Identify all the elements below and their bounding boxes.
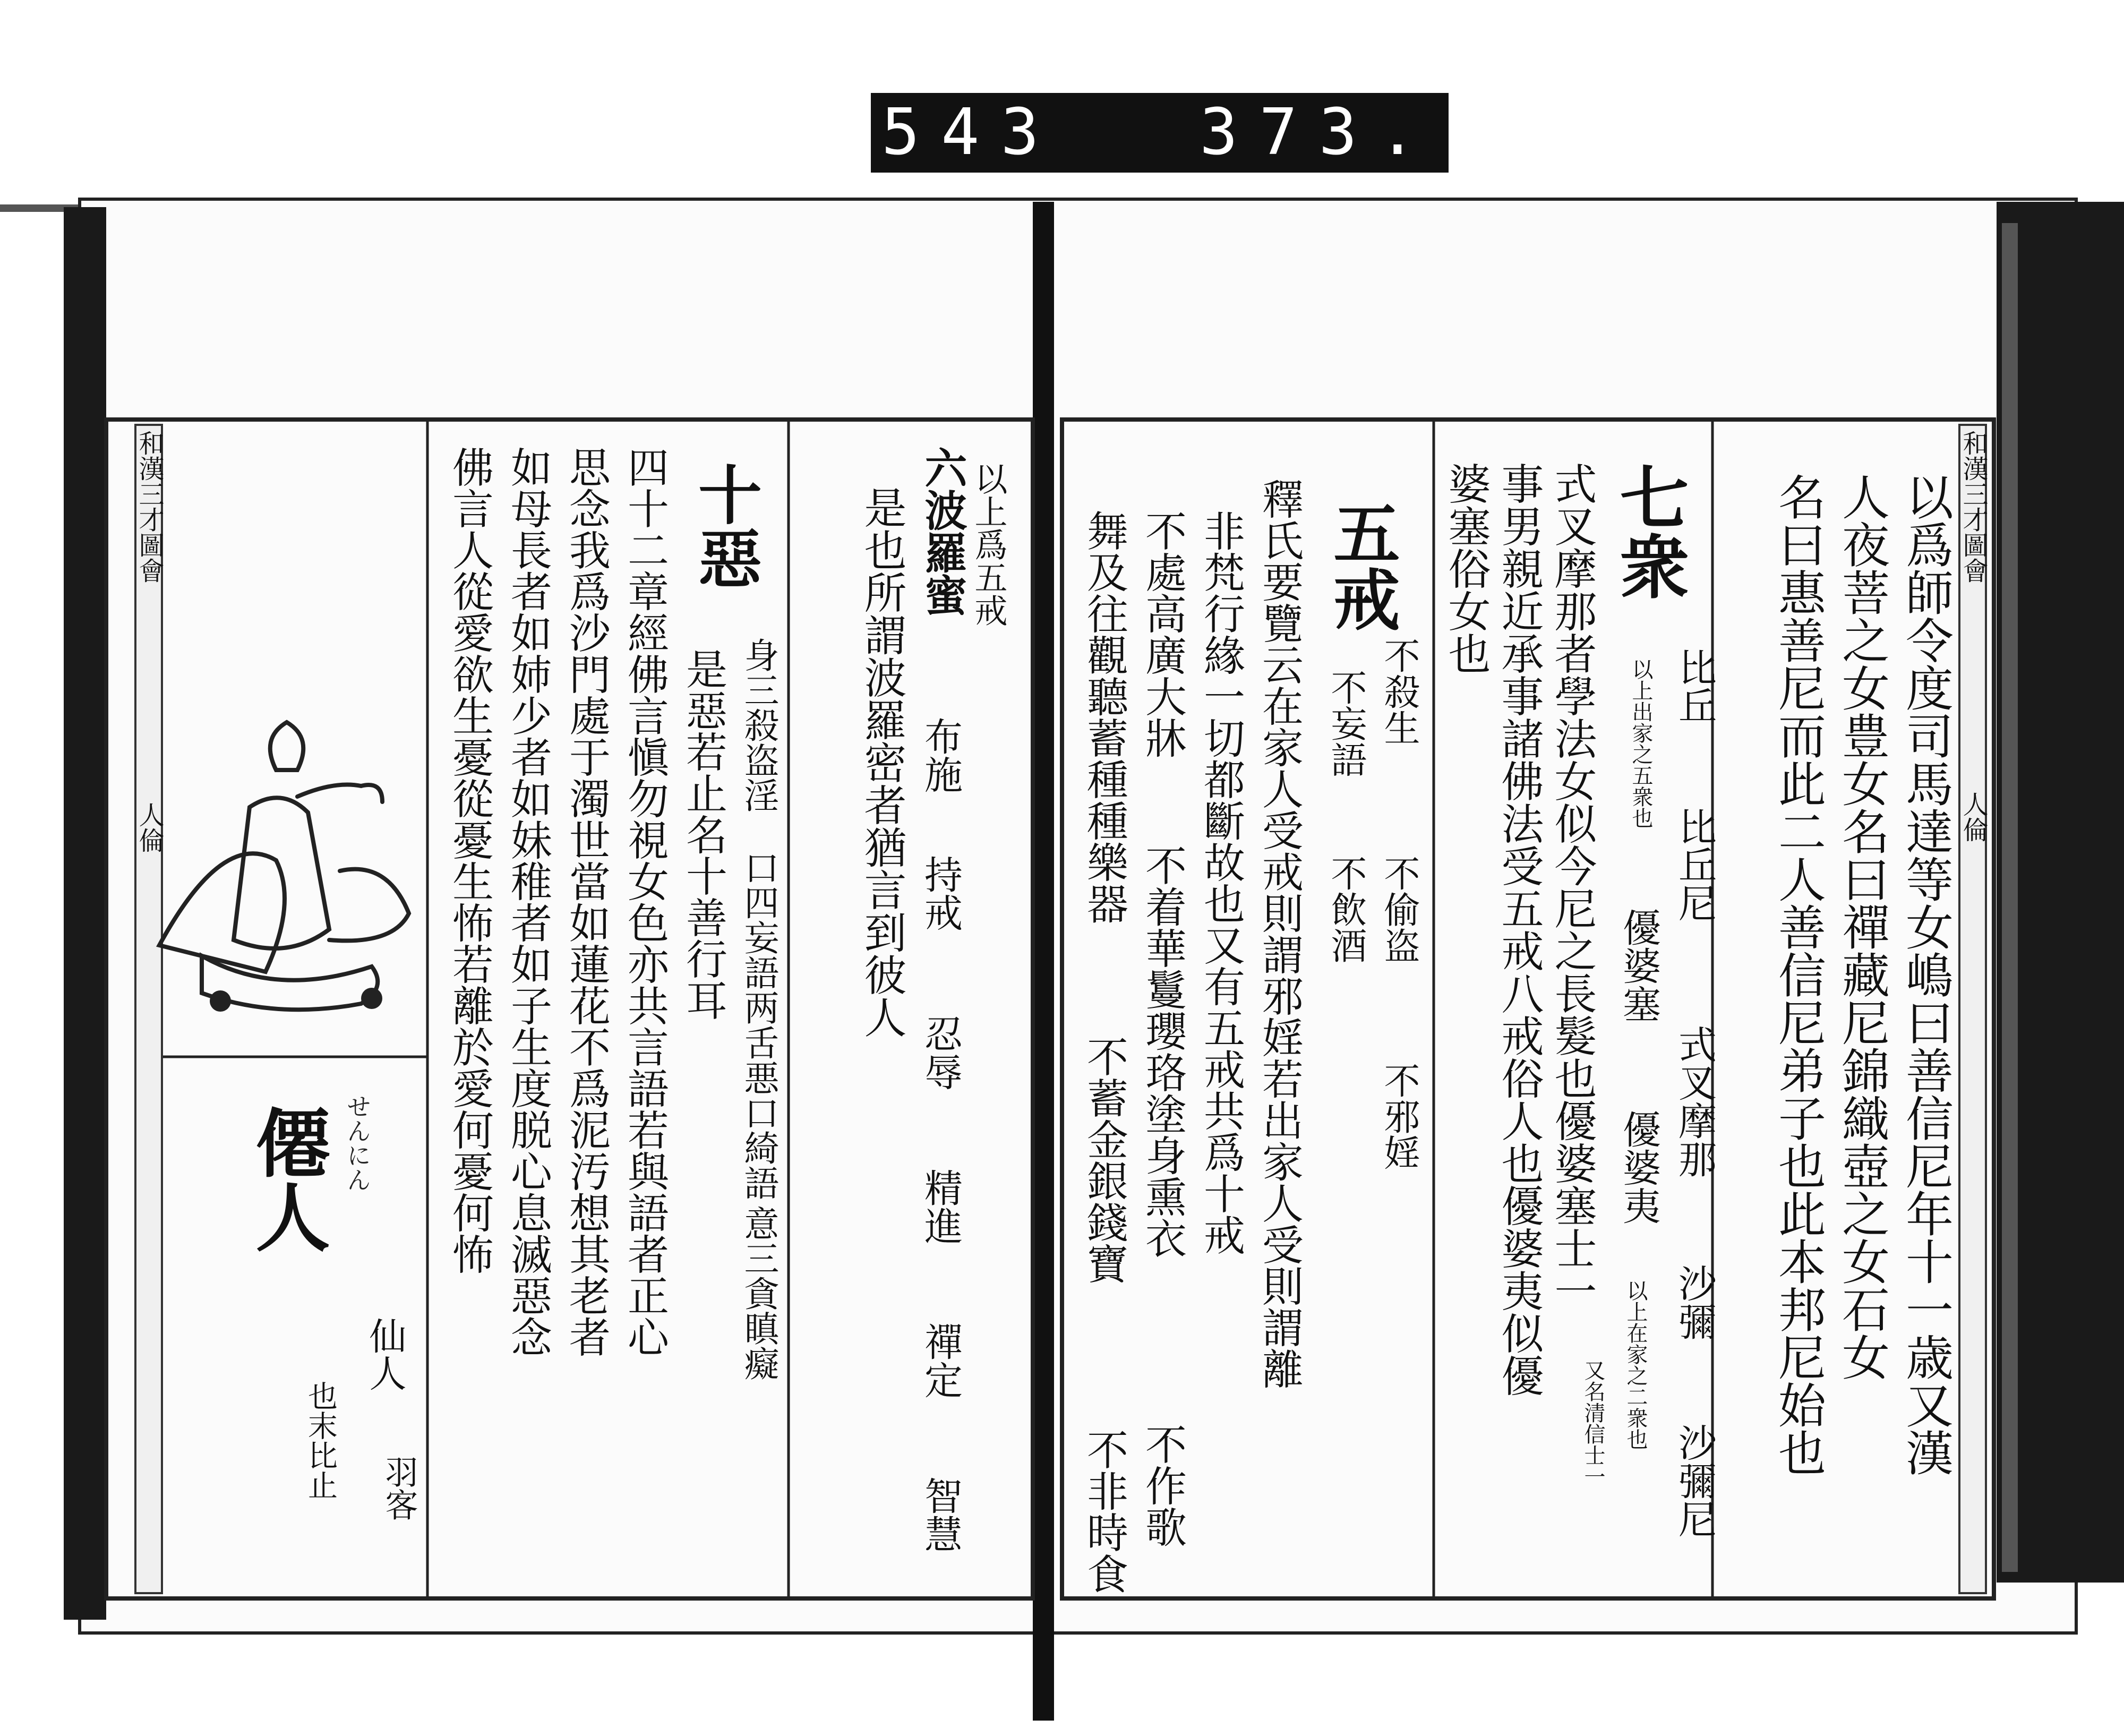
list-item: 不妄語: [1325, 669, 1367, 777]
list-item: 沙彌尼: [1672, 1423, 1717, 1538]
list-item: 羽客: [380, 1455, 418, 1521]
text-column: 如母長者如姉少者如妹稚者如子生度脱心息滅惡念: [504, 446, 552, 1357]
text-column: 是惡若止名十善行耳: [679, 648, 727, 1021]
section-heading-ten-evils: 十惡: [688, 462, 763, 589]
text-column: 不作歌: [1138, 1423, 1186, 1547]
list-item: 不偷盗: [1378, 855, 1420, 963]
list-item: 禪定: [918, 1322, 963, 1399]
list-item: 比丘尼: [1672, 807, 1717, 922]
list-item: 口四妄語两舌悪口綺語: [738, 850, 779, 1200]
list-item: 身三殺盗淫: [738, 637, 779, 813]
left-running-title: 和漢三才圖會: [134, 430, 164, 583]
catalog-label: [871, 93, 1449, 173]
text-column: 不處高廣大牀: [1138, 510, 1186, 758]
text-column: 以爲師令度司馬達等女嶋曰善信尼年十一歳又漢: [1897, 473, 1953, 1476]
section-heading-seven-assemblies: 七衆: [1608, 462, 1690, 600]
list-item: 不殺生: [1378, 637, 1420, 746]
text-column: 思念我爲沙門處于濁世當如蓮花不爲泥汚想其老者: [562, 446, 610, 1357]
list-item: 不邪婬: [1378, 1062, 1420, 1170]
right-running-title: 和漢三才圖會: [1958, 430, 1988, 583]
text-column: 不蓄金銀錢寶: [1080, 1036, 1128, 1284]
text-column: 以上爲五戒: [969, 462, 1008, 627]
text-column: 人夜菩之女豊女名曰禪藏尼錦織壺之女石女: [1834, 473, 1889, 1381]
list-item: 優婆塞: [1616, 908, 1661, 1023]
list-item: 式叉摩那: [1672, 1025, 1717, 1178]
catalog-number-left: 543: [881, 96, 1060, 169]
list-item: 布施: [918, 717, 963, 793]
annotation-note: 以上在家之二衆也: [1623, 1280, 1648, 1450]
text-column: 婆塞俗女也: [1441, 462, 1491, 674]
list-item: 比丘: [1672, 648, 1717, 724]
list-item: 精進: [918, 1168, 963, 1245]
text-column: 四十二章經佛言愼勿視女色亦共言語若與語者正心: [621, 446, 669, 1357]
text-column: 事男親近承事諸佛法受五戒八戒俗人也優婆夷似優: [1494, 462, 1544, 1397]
text-column: 非梵行緣一切都斷故也又有五戒共爲十戒: [1197, 510, 1245, 1255]
list-item: 不飲酒: [1325, 855, 1367, 963]
list-item: 優婆夷: [1616, 1110, 1661, 1225]
annotation-note: 又名清信士一: [1581, 1359, 1605, 1487]
section-heading-six-paramitas: 六波羅蜜: [918, 446, 967, 616]
text-column: 舞及往觀聽蓄種種樂器: [1080, 510, 1128, 924]
annotation-note: 也末比止: [303, 1381, 338, 1500]
catalog-number-right: 373.: [1200, 96, 1438, 169]
list-item: 仙人: [363, 1317, 407, 1391]
section-heading-hermit: 僊人: [243, 1105, 330, 1253]
text-column: 式叉摩那者學法女似今尼之長髮也優婆塞士一: [1547, 462, 1597, 1312]
list-item: 意三貪瞋癡: [738, 1205, 779, 1381]
list-item: 忍辱: [918, 1014, 963, 1091]
annotation-note: 以上出家之五衆也: [1629, 659, 1653, 828]
list-item: 持戒: [918, 855, 963, 931]
text-column: 佛言人從愛欲生憂從憂生怖若離於愛何憂何怖: [446, 446, 493, 1275]
text-column: 不着華鬘瓔珞塗身熏衣: [1138, 844, 1186, 1259]
text-column: 不非時食: [1080, 1429, 1128, 1594]
furigana-reading: せんにん: [343, 1094, 372, 1192]
list-item: 沙彌: [1672, 1264, 1717, 1340]
text-column: 名曰惠善尼而此二人善信尼弟子也此本邦尼始也: [1770, 473, 1826, 1476]
right-section-label: 人倫: [1958, 791, 1988, 842]
left-section-label: 人倫: [134, 802, 164, 853]
list-item: 智慧: [918, 1476, 963, 1553]
text-column: 釋氏要覽云在家人受戒則謂邪婬若出家人受則謂離: [1255, 478, 1303, 1389]
section-heading-five-precepts: 五戒: [1322, 499, 1400, 632]
text-column: 是也所謂波羅密者猶言到彼人: [857, 486, 906, 1038]
